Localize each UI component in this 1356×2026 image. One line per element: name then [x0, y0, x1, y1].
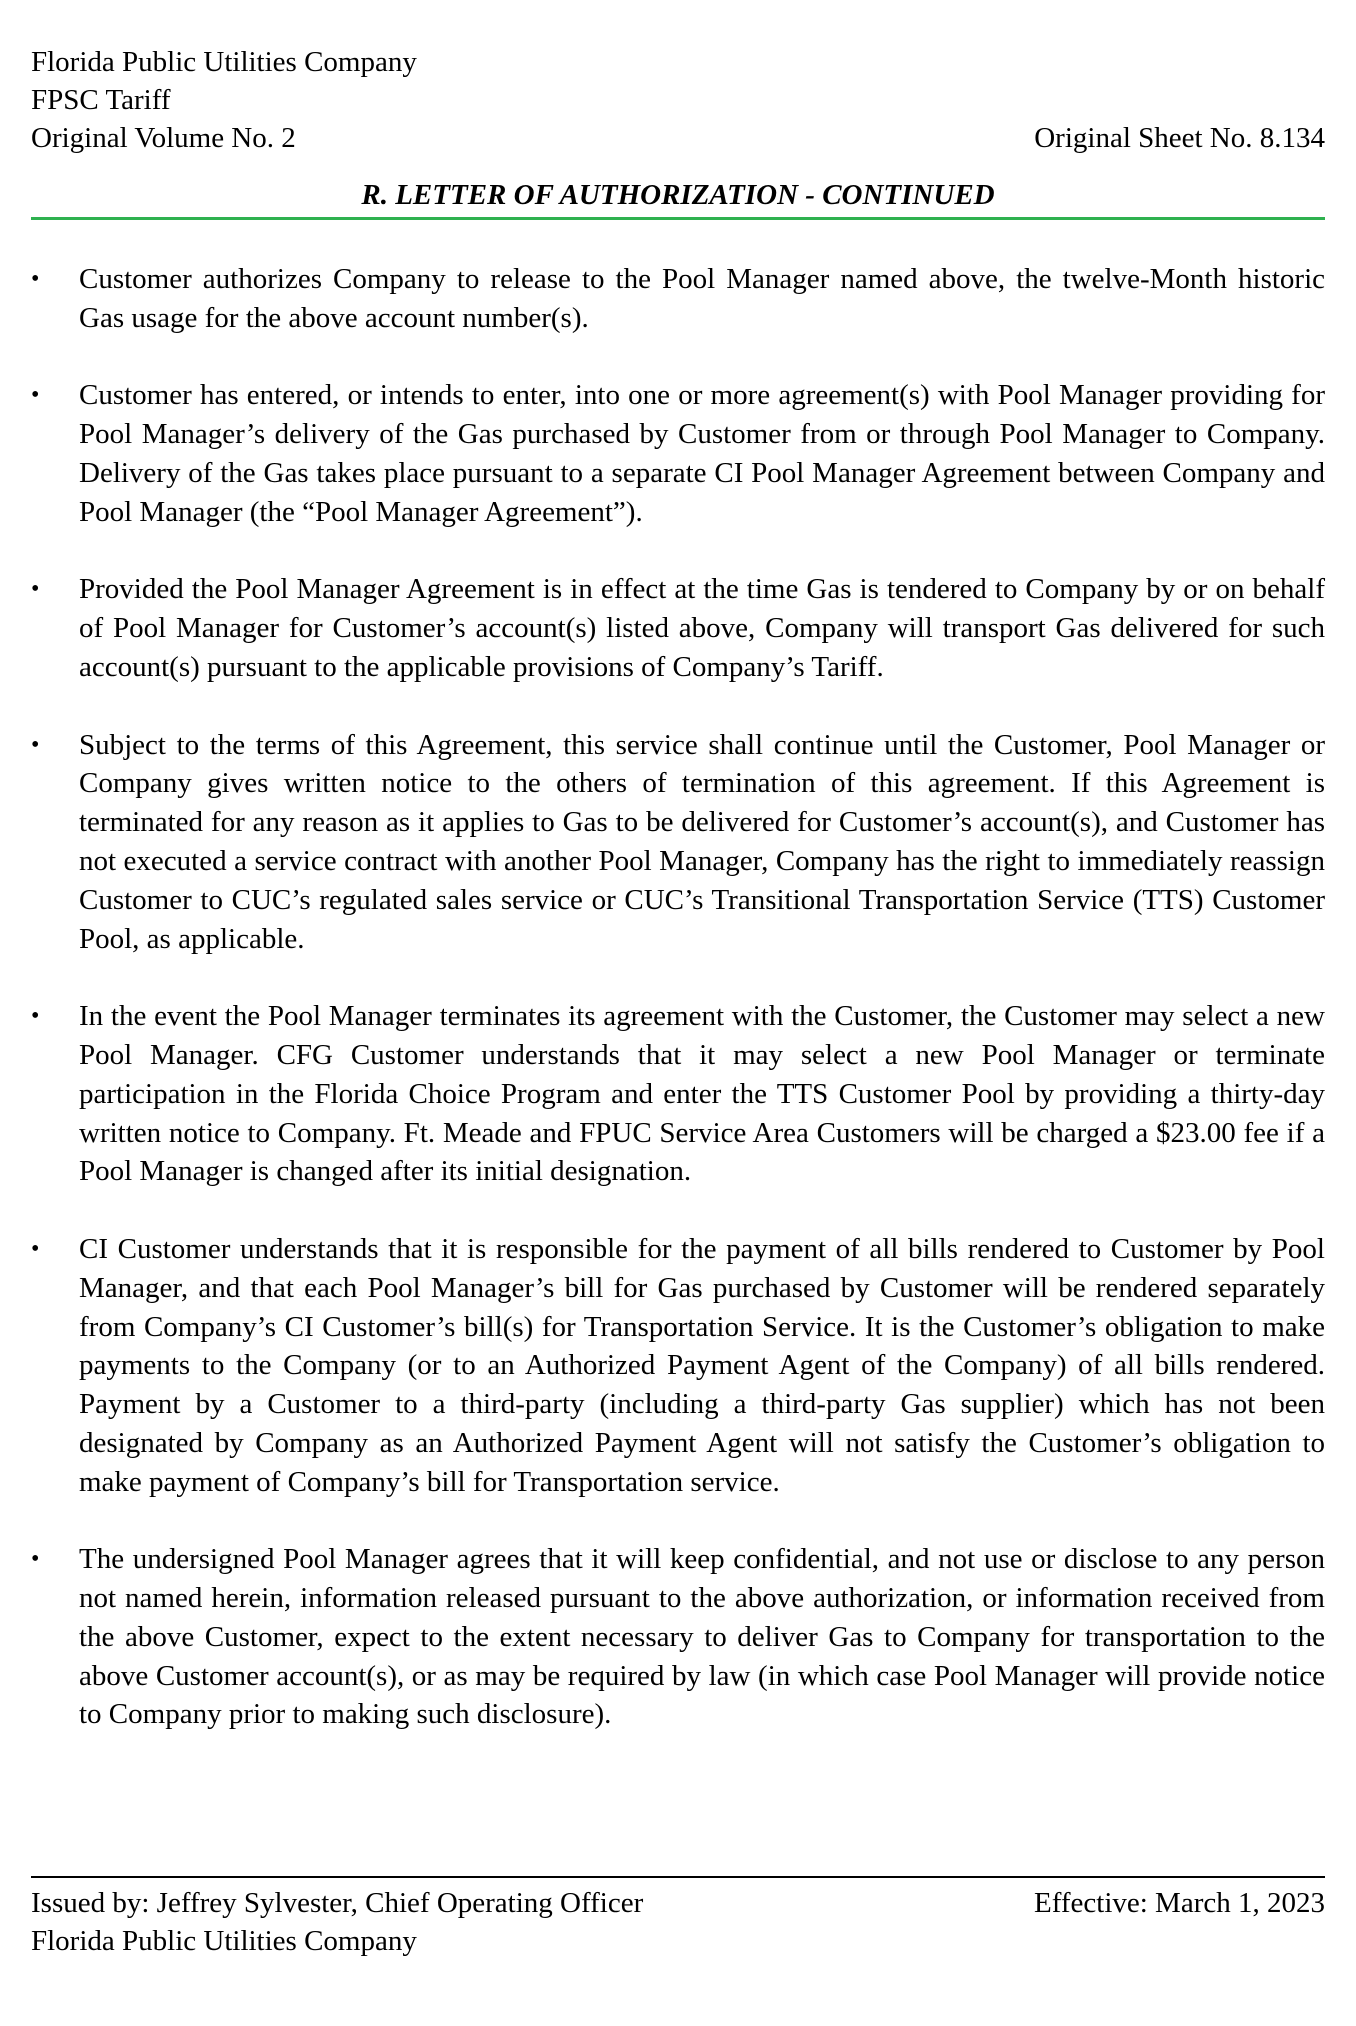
bullet-icon: • — [31, 1235, 40, 1262]
bullet-paragraph-4 — [31, 726, 1325, 959]
footer-company: Florida Public Utilities Company — [31, 1925, 417, 1957]
bullet-paragraph-2 — [31, 376, 1325, 531]
section-title: R. LETTER OF AUTHORIZATION - CONTINUED — [361, 179, 995, 211]
bullet-paragraph-7 — [31, 1540, 1325, 1734]
header-divider — [31, 217, 1325, 220]
bullet-icon: • — [31, 731, 40, 758]
paragraph-text: Subject to the terms of this Agreement, this service shall continue until the Customer, Pool Manager or Company gives written notice to the others of termination of this agreement. If this Agreement is terminated for any reason as it applies to Gas to be delivered for Customer’s account(s), and Customer has not executed a service contract with another Pool Manager, Company has the right to immediately reassign Customer to CUC’s regulated sales service or CUC’s Transitional Transportation Service (TTS) Customer Pool, as applicable. — [79, 728, 1325, 955]
authorization-bullet-list — [31, 260, 1325, 1773]
header-sheet-number: Original Sheet No. 8.134 — [1034, 122, 1325, 154]
header-volume: Original Volume No. 2 — [31, 122, 296, 154]
paragraph-text: The undersigned Pool Manager agrees that it will keep confidential, and not use or disclose to any person not named herein, information released pursuant to the above authorization, or information received from the above Customer, expect to the extent necessary to deliver Gas to Company for transportation to the above Customer account(s), or as may be required by law (in which case Pool Manager will provide notice to Company prior to making such disclosure). — [79, 1543, 1325, 1731]
header-company: Florida Public Utilities Company — [31, 46, 417, 78]
bullet-icon: • — [31, 1546, 40, 1573]
bullet-icon: • — [31, 1003, 40, 1030]
footer-effective-date: Effective: March 1, 2023 — [1034, 1887, 1325, 1919]
footer-divider — [31, 1876, 1325, 1878]
paragraph-text: Customer has entered, or intends to enter, into one or more agreement(s) with Pool Manager providing for Pool Manager’s delivery of the Gas purchased by Customer from or through Pool Manager to Company. Delivery of the Gas takes place pursuant to a separate CI Pool Manager Agreement between Company and Pool Manager (the “Pool Manager Agreement”). — [79, 379, 1325, 528]
bullet-paragraph-6 — [31, 1230, 1325, 1502]
bullet-icon: • — [31, 382, 40, 409]
paragraph-text: Provided the Pool Manager Agreement is in effect at the time Gas is tendered to Company by or on behalf of Pool Manager for Customer’s account(s) listed above, Company will transport Gas delivered for such account(s) pursuant to the applicable provisions of Company’s Tariff. — [79, 573, 1325, 683]
bullet-icon: • — [31, 576, 40, 603]
bullet-icon: • — [31, 266, 40, 292]
footer-issued-by: Issued by: Jeffrey Sylvester, Chief Operating Officer — [31, 1887, 644, 1919]
bullet-paragraph-3 — [31, 570, 1325, 686]
header-tariff: FPSC Tariff — [31, 84, 171, 116]
paragraph-text: In the event the Pool Manager terminates its agreement with the Customer, the Customer may select a new Pool Manager. CFG Customer understands that it may select a new Pool Manager or terminate participation in the Florida Choice Program and enter the TTS Customer Pool by providing a thirty-day written notice to Company. Ft. Meade and FPUC Service Area Customers will be charged a $23.00 fee if a Pool Manager is changed after its initial designation. — [79, 1000, 1325, 1188]
paragraph-text: Customer authorizes Company to release to the Pool Manager named above, the twelve-Month historic Gas usage for the above account number(s). — [79, 263, 1325, 334]
tariff-page — [31, 0, 1325, 2026]
bullet-paragraph-5 — [31, 997, 1325, 1191]
bullet-paragraph-1 — [31, 260, 1325, 338]
paragraph-text: CI Customer understands that it is responsible for the payment of all bills rendered to Customer by Pool Manager, and that each Pool Manager’s bill for Gas purchased by Customer will be rendered separately from Company’s CI Customer’s bill(s) for Transportation Service. It is the Customer’s obligation to make payments to the Company (or to an Authorized Payment Agent of the Company) of all bills rendered. Payment by a Customer to a third-party (including a third-party Gas supplier) which has not been designated by Company as an Authorized Payment Agent will not satisfy the Customer’s obligation to make payment of Company’s bill for Transportation service. — [79, 1232, 1325, 1498]
